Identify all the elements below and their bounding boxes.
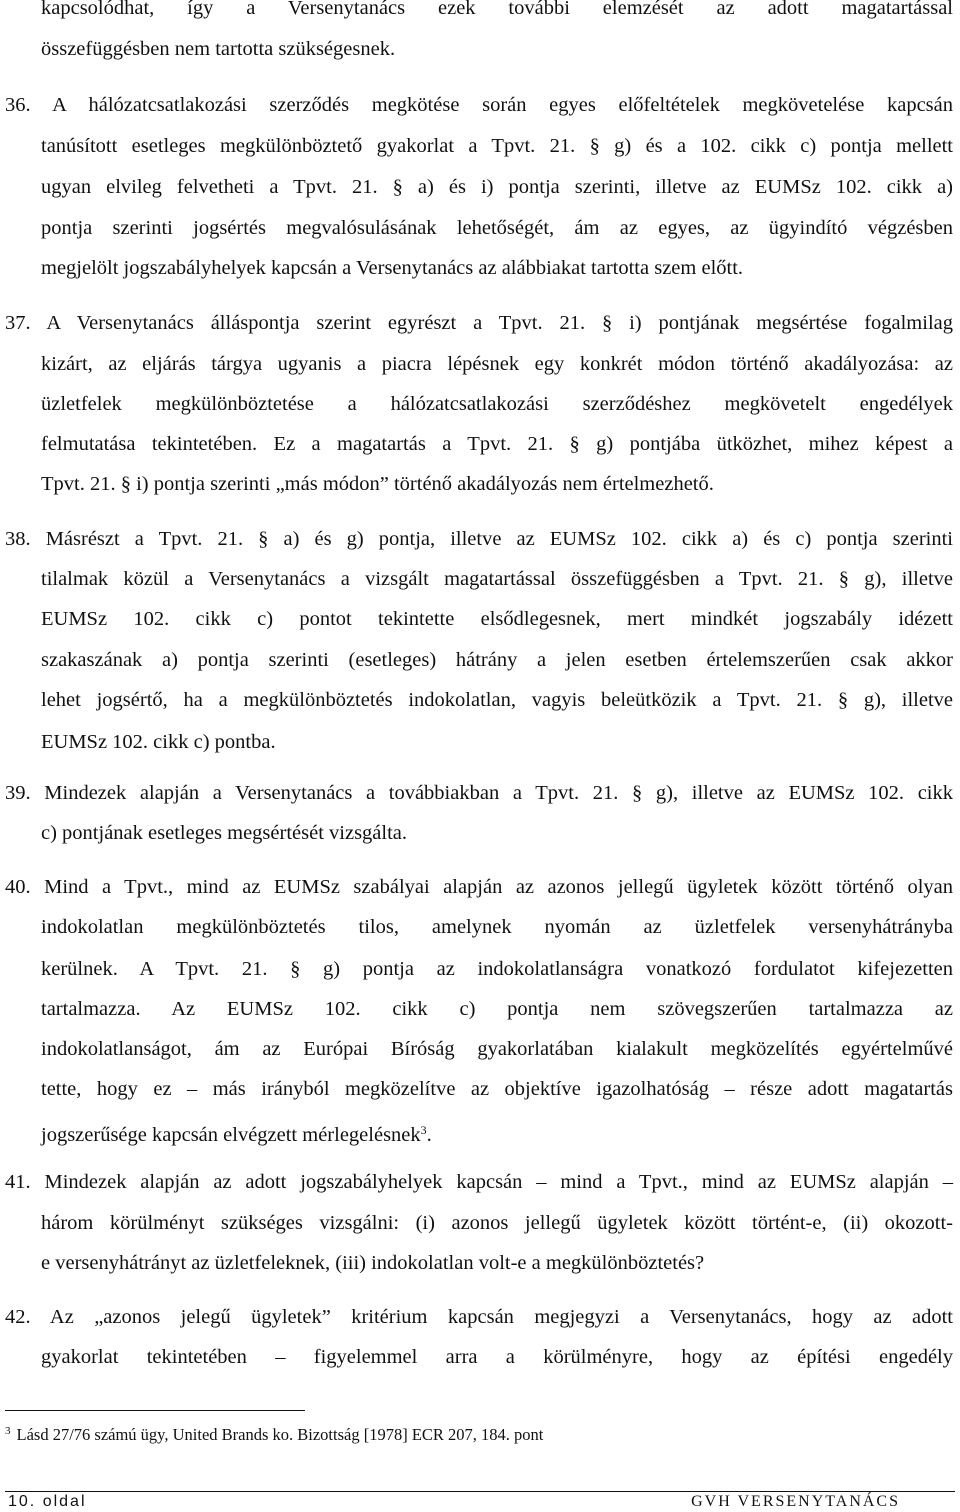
text-line: üzletfelek megkülönböztetése a hálózatcsatlakozási szerződéshez megkövetelt engedélyek [41,393,953,415]
text-line: c) pontjának esetleges megsértését vizsgálta. [41,822,408,844]
text-line: EUMSz 102. cikk c) pontba. [41,731,276,753]
text-line: kizárt, az eljárás tárgya ugyanis a piacra lépésnek egy konkrét módon történő akadályozása: az [41,353,953,375]
text-line: indokolatlanságot, ám az Európai Bíróság gyakorlatában kialakult megközelítés egyértelművé [41,1038,953,1060]
text-line: kapcsolódhat, így a Versenytanács ezek további elemzését az adott magatartással [41,0,953,19]
text-line-content: jogszerűsége kapcsán elvégzett mérlegelésnek [41,1124,421,1146]
text-line: kerülnek. A Tpvt. 21. § g) pontja az indokolatlanságra vonatkozó fordulatot kifejezetten [41,958,953,980]
sentence-end: . [426,1124,432,1146]
text-line: tanúsított esetleges megkülönböztető gyakorlat a Tpvt. 21. § g) és a 102. cikk c) pontja mellett [41,135,953,157]
footnote-reference: 3 [420,1123,427,1137]
text-line: pontja szerinti jogsértés megvalósulásának lehetőségét, ám az egyes, az ügyindító végzésben [41,217,953,239]
footnote [5,1420,905,1446]
text-line: lehet jogsértő, ha a megkülönböztetés indokolatlan, vagyis beleütközik a Tpvt. 21. § g), illetve [41,689,953,711]
text-line: összefüggésben nem tartotta szükségesnek. [41,38,396,60]
text-line: megjelölt jogszabályhelyek kapcsán a Versenytanács az alábbiakat tartotta szem előtt. [41,257,744,279]
text-line: felmutatása tekintetében. Ez a magatartás a Tpvt. 21. § g) pontjába ütközhet, mihez képest a [41,433,953,455]
paragraph-38-line: 38. Másrészt a Tpvt. 21. § a) és g) pontja, illetve az EUMSz 102. cikk a) és c) pontja szerinti [5,528,953,550]
page-number: 10. oldal [8,1493,87,1510]
text-line: tilalmak közül a Versenytanács a vizsgált magatartással összefüggésben a Tpvt. 21. § g), illetve [41,568,953,590]
text-line: EUMSz 102. cikk c) pontot tekintette elsődlegesnek, mert mindkét jogszabály idézett [41,608,953,630]
text-line: e versenyhátrányt az üzletfeleknek, (iii) indokolatlan volt-e a megkülönböztetés? [41,1252,705,1274]
footnote-number: 3 [5,1425,11,1437]
paragraph-39-line: 39. Mindezek alapján a Versenytanács a továbbiakban a Tpvt. 21. § g), illetve az EUMSz 102. cikk [5,782,953,804]
paragraph-37-line: 37. A Versenytanács álláspontja szerint egyrészt a Tpvt. 21. § i) pontjának megsértése fogalmilag [5,312,953,334]
text-line: ugyan elvileg felvetheti a Tpvt. 21. § a) és i) pontja szerinti, illetve az EUMSz 102. cikk a) [41,176,953,198]
text-line: tartalmazza. Az EUMSz 102. cikk c) pontja nem szövegszerűen tartalmazza az [41,998,953,1020]
text-line: gyakorlat tekintetében – figyelemmel arra a körülményre, hogy az építési engedély [41,1346,953,1368]
footnote-text: Lásd 27/76 számú ügy, United Brands ko. Bizottság [1978] ECR 207, 184. pont [16,1425,544,1444]
text-line: Tpvt. 21. § i) pontja szerinti „más módon” történő akadályozás nem értelmezhető. [41,473,714,495]
paragraph-36-line: 36. A hálózatcsatlakozási szerződés megkötése során egyes előfeltételek megkövetelése kapcsán [5,94,953,116]
footnote-divider [5,1410,305,1411]
paragraph-42-line: 42. Az „azonos jelegű ügyletek” kritérium kapcsán megjegyzi a Versenytanács, hogy az adott [5,1306,953,1328]
text-line [41,1118,953,1147]
footer-organization: GVH VERSENYTANÁCS [691,1493,900,1510]
paragraph-41-line: 41. Mindezek alapján az adott jogszabályhelyek kapcsán – mind a Tpvt., mind az EUMSz alapján – [5,1171,953,1193]
text-line: tette, hogy ez – más irányból megközelítve az objektíve igazolhatóság – része adott magatartás [41,1078,953,1100]
text-line: három körülményt szükséges vizsgálni: (i) azonos jellegű ügyletek között történt-e, (ii) okozott- [41,1212,953,1234]
paragraph-40-line: 40. Mind a Tpvt., mind az EUMSz szabályai alapján az azonos jellegű ügyletek között történő olyan [5,876,953,898]
text-line: indokolatlan megkülönböztetés tilos, amelynek nyomán az üzletfelek versenyhátrányba [41,916,953,938]
text-line: szakaszának a) pontja szerinti (esetleges) hátrány a jelen esetben értelemszerűen csak akkor [41,649,953,671]
